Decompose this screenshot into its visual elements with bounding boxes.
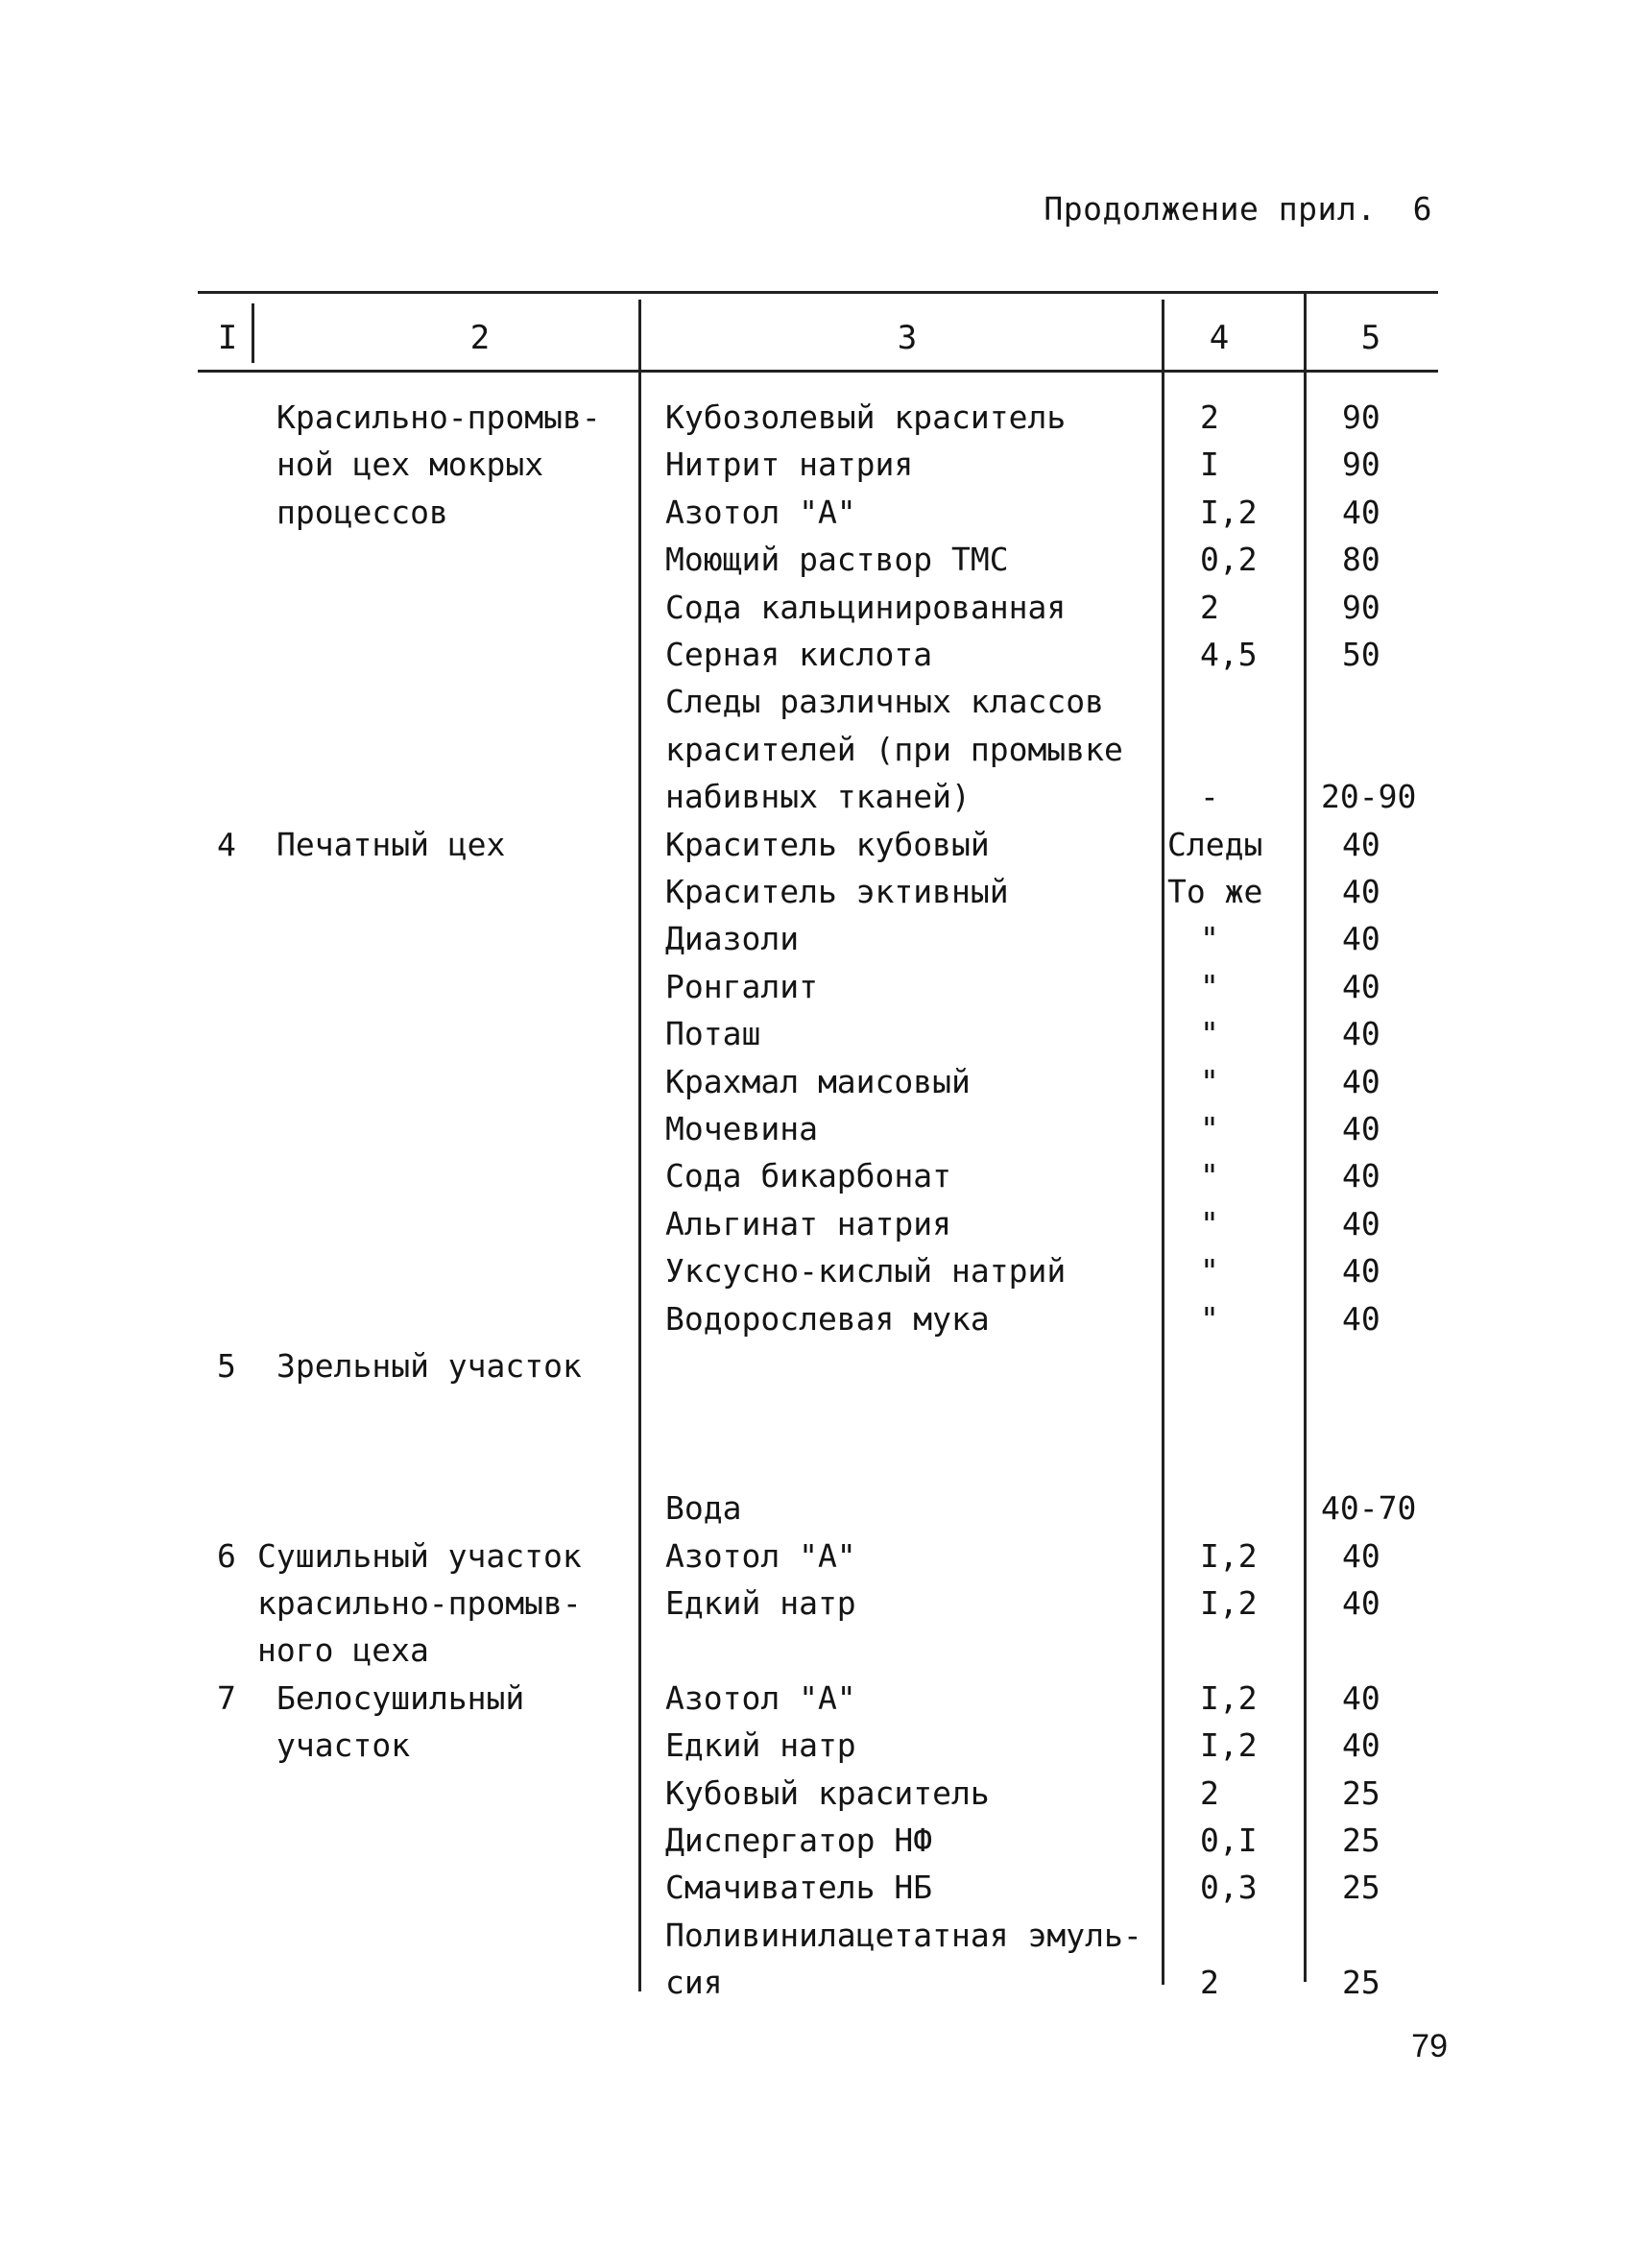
section-name: ного цеха	[257, 1631, 429, 1669]
appendix-number: 6	[1412, 190, 1432, 228]
substance-name: Водорослевая мука	[665, 1300, 990, 1338]
temperature-value: 40	[1342, 826, 1380, 863]
concentration-value: 0,2	[1200, 541, 1258, 578]
concentration-value: 2	[1200, 398, 1219, 436]
temperature-value: 40	[1342, 1063, 1380, 1100]
section-name: Зрельный участок	[276, 1347, 582, 1385]
column-divider-1	[252, 303, 254, 363]
substance-name: Кубовый краситель	[665, 1774, 990, 1812]
temperature-value: 90	[1342, 446, 1380, 483]
section-name: Красильно-промыв-	[276, 398, 601, 436]
temperature-value: 40	[1342, 1015, 1380, 1052]
header-title: Продолжение прил.	[1044, 190, 1377, 228]
section-name: красильно-промыв-	[257, 1584, 582, 1622]
substance-name: Серная кислота	[665, 636, 933, 673]
temperature-value: 25	[1342, 1964, 1380, 2001]
temperature-value: 40	[1342, 1205, 1380, 1243]
concentration-value: "	[1200, 920, 1219, 957]
substance-name: Диспергатор НФ	[665, 1822, 933, 1859]
concentration-value: I,2	[1200, 1726, 1258, 1764]
section-name: Белосушильный	[276, 1679, 525, 1717]
substance-name: Едкий натр	[665, 1584, 856, 1622]
concentration-value: 2	[1200, 1964, 1219, 2001]
substance-name: Азотол "А"	[665, 1679, 856, 1717]
substance-name: Кубозолевый краситель	[665, 398, 1067, 436]
temperature-value: 40	[1342, 1300, 1380, 1338]
substance-name: Крахмал маисовый	[665, 1063, 971, 1100]
concentration-value: Следы	[1167, 826, 1263, 863]
concentration-value: -	[1200, 778, 1219, 815]
concentration-value: "	[1200, 1063, 1219, 1100]
substance-name: Уксусно-кислый натрий	[665, 1252, 1067, 1290]
column-divider-3	[1162, 300, 1164, 1985]
concentration-value: "	[1200, 1110, 1219, 1147]
substance-name: сия	[665, 1964, 723, 2001]
section-name: ной цех мокрых	[276, 446, 544, 483]
concentration-value: "	[1200, 1300, 1219, 1338]
column-divider-2	[638, 300, 641, 1991]
temperature-value: 40	[1342, 920, 1380, 957]
substance-name: Азотол "А"	[665, 1537, 856, 1575]
temperature-value: 90	[1342, 398, 1380, 436]
substance-name: Альгинат натрия	[665, 1205, 952, 1243]
concentration-value: I,2	[1200, 1679, 1258, 1717]
table-top-rule	[198, 291, 1438, 294]
substance-name: Диазоли	[665, 920, 800, 957]
table-header-rule	[198, 370, 1438, 373]
substance-name: Нитрит натрия	[665, 446, 914, 483]
temperature-value: 40	[1342, 1252, 1380, 1290]
substance-name: Сода бикарбонат	[665, 1157, 952, 1194]
concentration-value: "	[1200, 1015, 1219, 1052]
page-header	[1044, 190, 1432, 228]
section-name: Печатный цех	[276, 826, 506, 863]
temperature-value: 40	[1342, 968, 1380, 1005]
temperature-value: 40	[1342, 1537, 1380, 1575]
row-number: 6	[217, 1537, 236, 1575]
column-header-3: 3	[897, 319, 918, 357]
temperature-value: 90	[1342, 589, 1380, 626]
substance-name: Сода кальцинированная	[665, 589, 1067, 626]
row-number: 7	[217, 1679, 236, 1717]
concentration-value: I,2	[1200, 1584, 1258, 1622]
column-header-1: I	[217, 319, 238, 357]
temperature-value: 25	[1342, 1774, 1380, 1812]
column-divider-4	[1304, 294, 1307, 1982]
section-name: процессов	[276, 494, 448, 531]
concentration-value: I	[1200, 446, 1219, 483]
section-name: участок	[276, 1726, 411, 1764]
section-name: Сушильный участок	[257, 1537, 582, 1575]
page-number: 79	[1411, 2028, 1448, 2064]
concentration-value: "	[1200, 1252, 1219, 1290]
row-number: 5	[217, 1347, 236, 1385]
temperature-value: 40	[1342, 1157, 1380, 1194]
column-header-5: 5	[1360, 319, 1381, 357]
concentration-value: 2	[1200, 589, 1219, 626]
substance-name: Следы различных классов	[665, 683, 1104, 720]
temperature-value: 40-70	[1321, 1489, 1417, 1527]
substance-name: Поливинилацетатная эмуль-	[665, 1917, 1142, 1954]
temperature-value: 50	[1342, 636, 1380, 673]
substance-name: Едкий натр	[665, 1726, 856, 1764]
temperature-value: 40	[1342, 873, 1380, 910]
temperature-value: 40	[1342, 494, 1380, 531]
temperature-value: 80	[1342, 541, 1380, 578]
concentration-value: "	[1200, 1157, 1219, 1194]
substance-name: Моющий раствор ТМС	[665, 541, 1009, 578]
concentration-value: 0,3	[1200, 1869, 1258, 1906]
temperature-value: 40	[1342, 1584, 1380, 1622]
substance-name: Ронгалит	[665, 968, 818, 1005]
substance-name: Вода	[665, 1489, 742, 1527]
concentration-value: 2	[1200, 1774, 1219, 1812]
temperature-value: 25	[1342, 1869, 1380, 1906]
concentration-value: "	[1200, 1205, 1219, 1243]
row-number: 4	[217, 826, 236, 863]
substance-name: Азотол "А"	[665, 494, 856, 531]
concentration-value: I,2	[1200, 494, 1258, 531]
column-header-4: 4	[1209, 319, 1230, 357]
substance-name: Краситель эктивный	[665, 873, 1009, 910]
temperature-value: 25	[1342, 1822, 1380, 1859]
concentration-value: 4,5	[1200, 636, 1258, 673]
concentration-value: 0,I	[1200, 1822, 1258, 1859]
concentration-value: То же	[1167, 873, 1263, 910]
concentration-value: "	[1200, 968, 1219, 1005]
substance-name: Смачиватель НБ	[665, 1869, 933, 1906]
temperature-value: 40	[1342, 1110, 1380, 1147]
temperature-value: 20-90	[1321, 778, 1417, 815]
temperature-value: 40	[1342, 1726, 1380, 1764]
substance-name: Мочевина	[665, 1110, 818, 1147]
substance-name: Поташ	[665, 1015, 761, 1052]
column-header-2: 2	[469, 319, 491, 357]
substance-name: красителей (при промывке	[665, 731, 1123, 768]
substance-name: Краситель кубовый	[665, 826, 990, 863]
substance-name: набивных тканей)	[665, 778, 971, 815]
temperature-value: 40	[1342, 1679, 1380, 1717]
concentration-value: I,2	[1200, 1537, 1258, 1575]
